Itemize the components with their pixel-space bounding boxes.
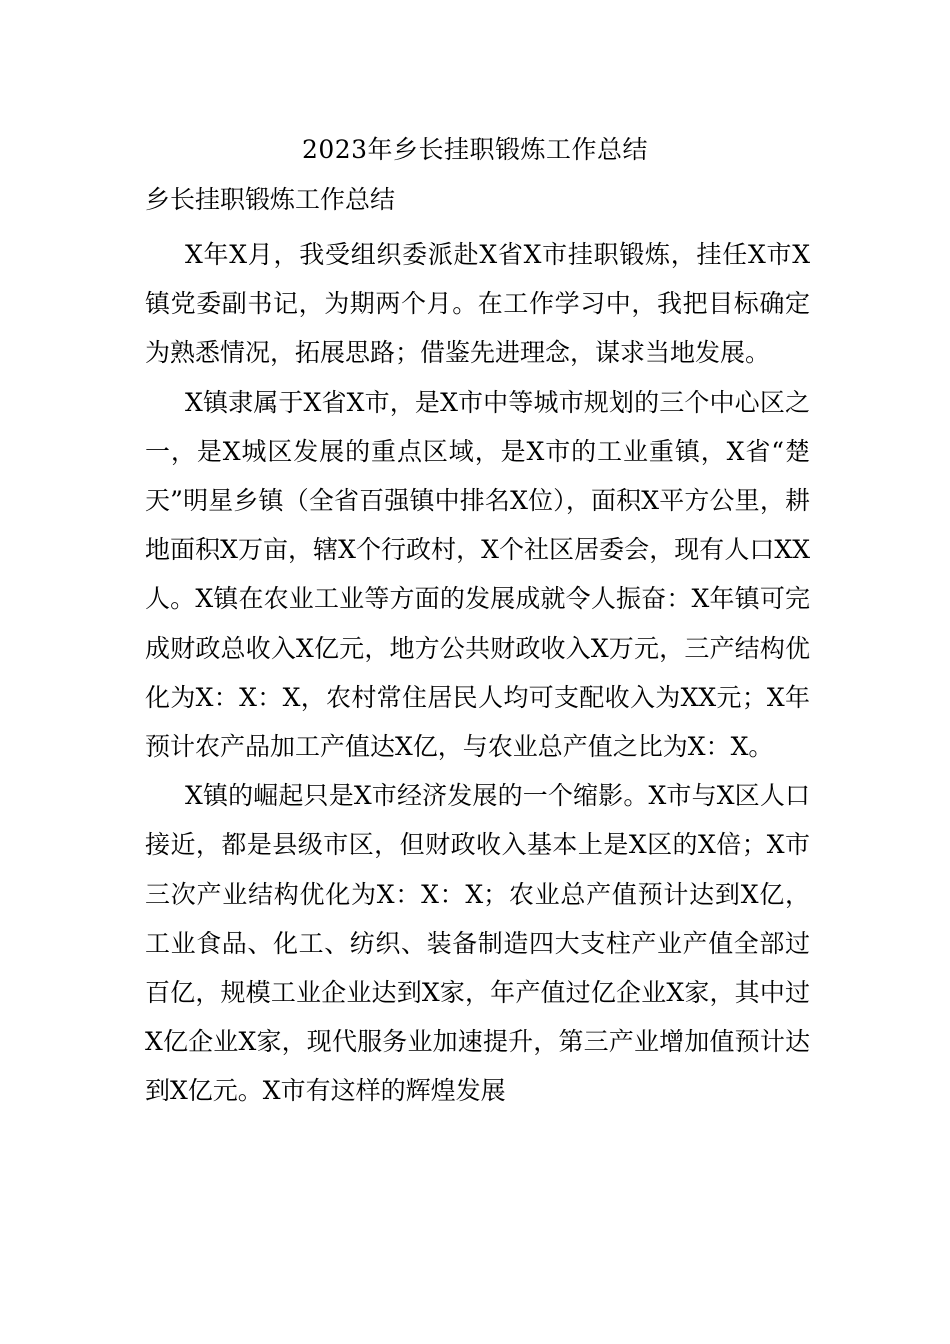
paragraph: X镇隶属于X省X市，是X市中等城市规划的三个中心区之一，是X城区发展的重点区域，是X市的工业重镇，X省“楚天”明星乡镇（全省百强镇中排名X位），面积X平方公里，耕地面积X万亩，辖X个行政村，X个社区居委会，现有人口XX人。X镇在农业工业等方面的发展成就令人振奋：X年镇可完成财政总收入X亿元，地方公共财政收入X万元，三产结构优化为X：X：X，农村常住居民人均可支配收入为XX元；X年预计农产品加工产值达X亿，与农业总产值之比为X：X。 [145, 387, 810, 762]
paragraph: X年X月，我受组织委派赴X省X市挂职锻炼，挂任X市X镇党委副书记，为期两个月。在工作学习中，我把目标确定为熟悉情况，拓展思路；借鉴先进理念，谋求当地发展。 [145, 240, 810, 368]
document-subtitle: 乡长挂职锻炼工作总结 [145, 185, 396, 214]
document-body [145, 230, 810, 1116]
document-title: 2023年乡长挂职锻炼工作总结 [301, 135, 649, 164]
paragraph: X镇的崛起只是X市经济发展的一个缩影。X市与X区人口接近，都是县级市区，但财政收入基本上是X区的X倍；X市三次产业结构优化为X：X：X；农业总产值预计达到X亿，工业食品、化工、纺织、装备制造四大支柱产业产值全部过百亿，规模工业企业达到X家，年产值过亿企业X家，其中过X亿企业X家，现代服务业加速提升，第三产业增加值预计达到X亿元。X市有这样的辉煌发展 [145, 781, 810, 1106]
